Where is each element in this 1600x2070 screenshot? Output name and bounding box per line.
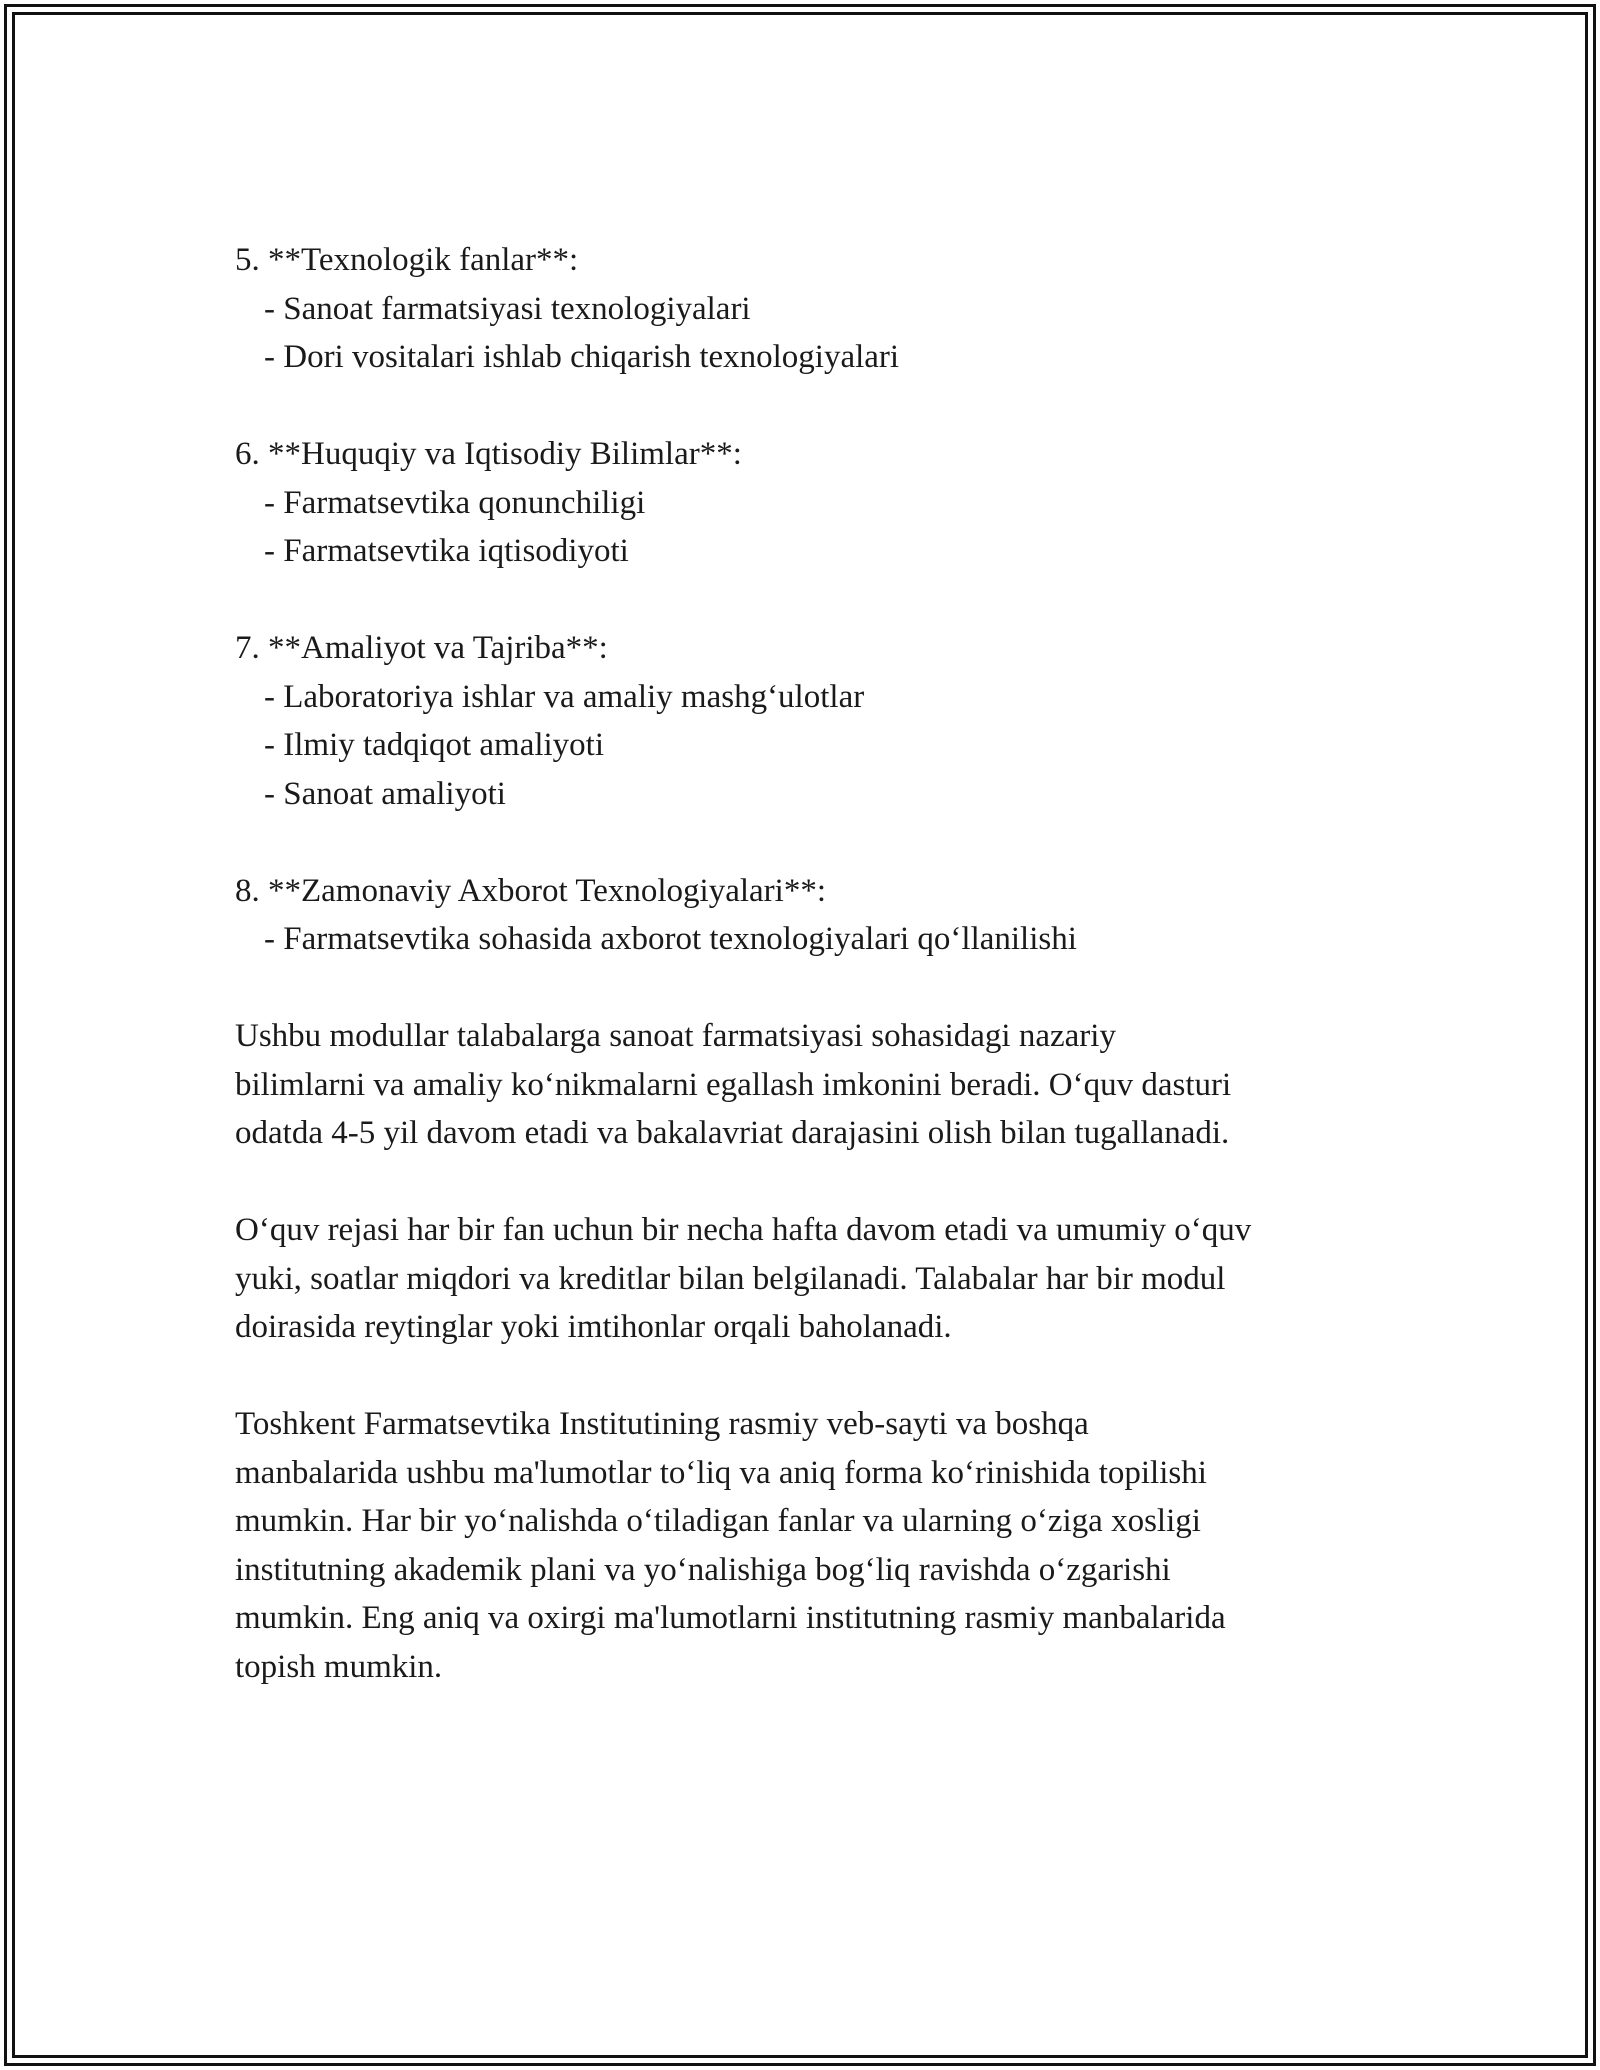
list-item: - Farmatsevtika qonunchiligi xyxy=(264,484,646,521)
list-item: - Laboratoriya ishlar va amaliy mashg‘ulotlar xyxy=(264,678,865,715)
section-heading: 5. **Texnologik fanlar**: xyxy=(235,242,579,278)
section-heading: 7. **Amaliyot va Tajriba**: xyxy=(235,630,608,666)
list-item: - Farmatsevtika sohasida axborot texnologiyalari qo‘llanilishi xyxy=(264,921,1077,957)
section-legal-economic xyxy=(235,430,1385,576)
document-body xyxy=(235,236,1385,1740)
paragraph-modules-summary: Ushbu modullar talabalarga sanoat farmatsiyasi sohasidagi nazariy bilimlarni va amaliy ko‘nikmalarni egallash imkonini beradi. O‘quv dasturi odatda 4-5 yil davom etadi va bakalavriat darajasini olish bilan tugallanadi. xyxy=(235,1018,1232,1151)
paragraph-curriculum: O‘quv rejasi har bir fan uchun bir necha hafta davom etadi va umumiy o‘quv yuki, soatlar miqdori va kreditlar bilan belgilanadi. Talabalar har bir modul doirasida reytinglar yoki imtihonlar orqali baholanadi. xyxy=(235,1212,1252,1345)
paragraph-sources: Toshkent Farmatsevtika Institutining rasmiy veb-sayti va boshqa manbalarida ushbu ma'lumotlar to‘liq va aniq forma ko‘rinishida topilishi mumkin. Har bir yo‘nalishda o‘tiladigan fanlar va ularning o‘ziga xosligi institutning akademik plani va yo‘nalishiga bog‘liq ravishda o‘zgarishi mumkin. Eng aniq va oxirgi ma'lumotlarni institutning rasmiy manbalarida topish mumkin. xyxy=(235,1406,1226,1685)
list-item: - Dori vositalari ishlab chiqarish texnologiyalari xyxy=(264,339,900,375)
list-item: - Farmatsevtika iqtisodiyoti xyxy=(264,533,629,569)
section-information-technologies xyxy=(235,867,1385,964)
list-item: - Ilmiy tadqiqot amaliyoti xyxy=(264,727,605,763)
section-heading: 6. **Huquqiy va Iqtisodiy Bilimlar**: xyxy=(235,436,742,472)
list-item: - Sanoat amaliyoti xyxy=(264,775,506,812)
section-technological-subjects xyxy=(235,236,1385,382)
list-item: - Sanoat farmatsiyasi texnologiyalari xyxy=(264,290,751,327)
section-practice-experience xyxy=(235,624,1385,818)
section-heading: 8. **Zamonaviy Axborot Texnologiyalari**: xyxy=(235,872,826,909)
